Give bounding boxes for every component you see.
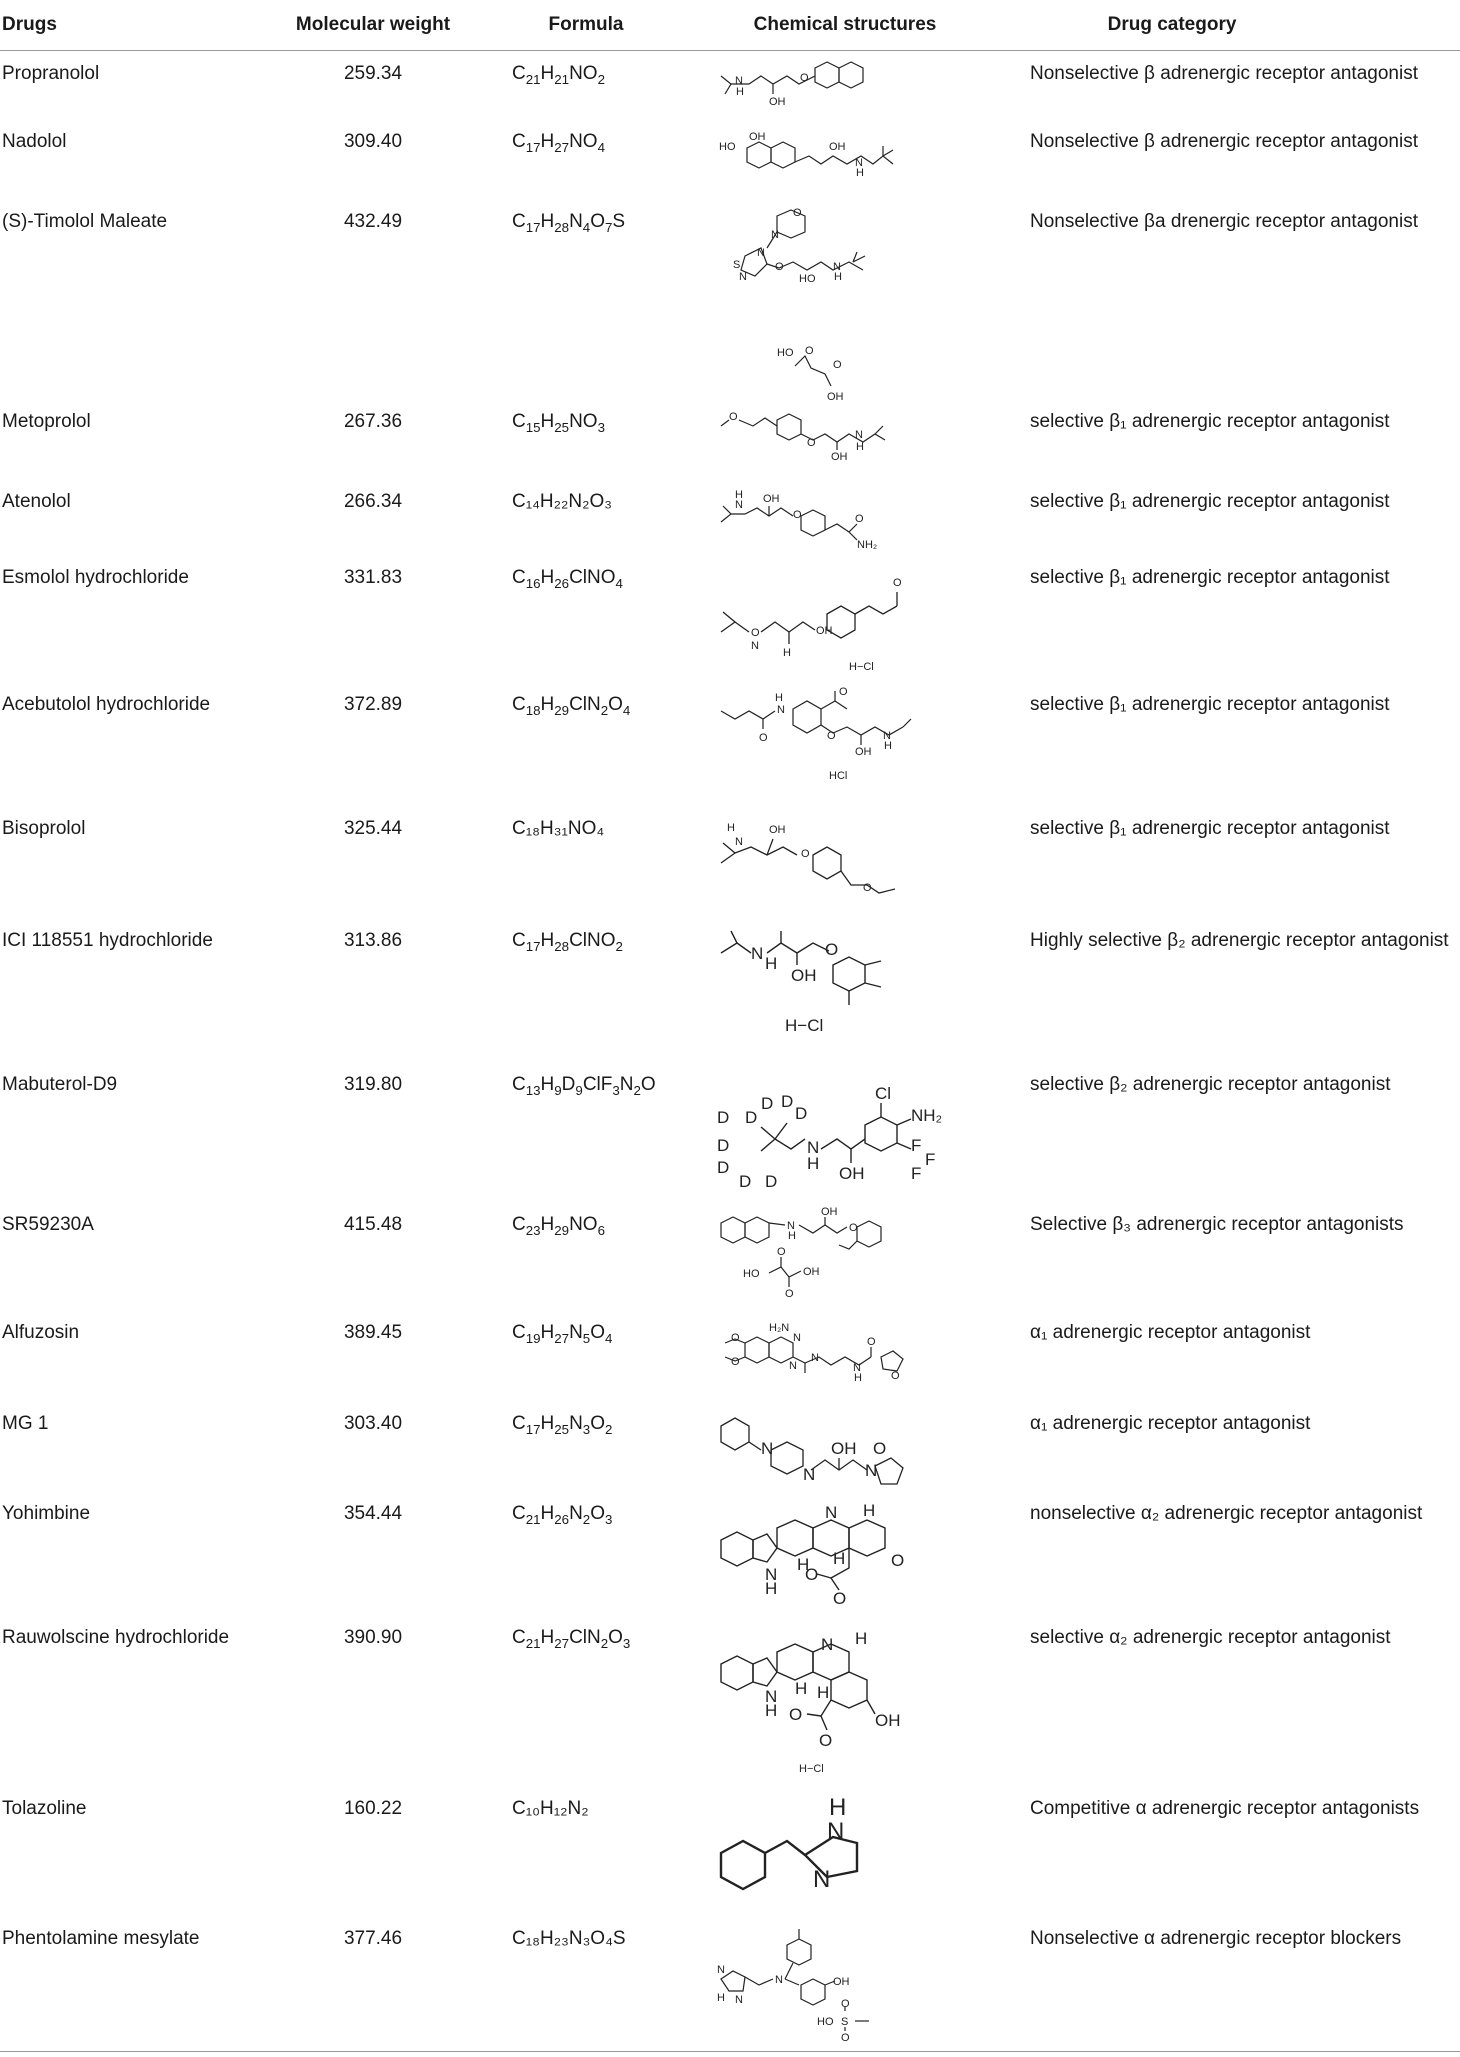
drug-name: Propranolol: [2, 63, 100, 84]
atom-label: O: [855, 513, 864, 525]
atom-label: O: [731, 1356, 740, 1368]
atom-label: N: [761, 1439, 774, 1458]
chemical-structure-timolol: [715, 206, 975, 406]
drug-category: selective β₁ adrenergic receptor antagonist: [1030, 567, 1390, 588]
atom-label: HO: [719, 141, 736, 153]
atom-label: O: [793, 207, 802, 219]
atom-label: H: [817, 1683, 830, 1702]
atom-label: H: [795, 1679, 808, 1698]
drug-category: selective α₂ adrenergic receptor antagonist: [1030, 1627, 1391, 1648]
atom-label: O: [759, 732, 768, 744]
drug-category: Selective β₃ adrenergic receptor antagonists: [1030, 1214, 1404, 1235]
atom-label: H: [884, 740, 892, 752]
atom-label: H: [797, 1555, 810, 1574]
chemical-structure-mg1: [715, 1408, 975, 1498]
formula: C₁₀H₁₂N₂: [512, 1798, 589, 1819]
chemical-structure-metoprolol: [715, 406, 975, 466]
formula: $C_{13}H_9D_9ClF_3N_2O$: [512, 1074, 656, 1098]
atom-label: OH: [875, 1711, 901, 1730]
atom-label: O: [805, 1565, 819, 1584]
atom-label: HO: [817, 2016, 834, 2028]
atom-label: O: [800, 72, 809, 84]
atom-label: O: [793, 509, 802, 521]
formula: C₁₈H₂₃N₃O₄S: [512, 1928, 626, 1949]
atom-label: N: [739, 271, 747, 283]
atom-label: O: [833, 359, 842, 371]
atom-label: OH: [829, 141, 846, 153]
atom-label: D: [739, 1172, 752, 1191]
formula: $C_{21}H_{26}N_2O_3$: [512, 1503, 613, 1527]
atom-label: H: [717, 1992, 725, 2004]
formula: $C_{18}H_{29}ClN_2O_4$: [512, 694, 631, 718]
atom-label: N: [821, 1635, 834, 1654]
chemical-structure-propranolol: [715, 58, 975, 118]
chemical-structure-esmolol: [715, 562, 975, 682]
chemical-structure-sr59230a: [715, 1206, 975, 1300]
formula: $C_{17}H_{28}ClNO_2$: [512, 930, 623, 954]
chemical-structure-atenolol: [715, 486, 975, 556]
atom-label: HCl: [829, 770, 848, 782]
atom-label: OH: [803, 1266, 820, 1278]
atom-label: H: [765, 1579, 778, 1598]
formula: $C_{23}H_{29}NO_6$: [512, 1214, 605, 1238]
atom-label: N: [775, 1974, 783, 1986]
atom-label: N: [765, 1687, 778, 1706]
atom-label: O: [833, 1589, 847, 1608]
formula: $C_{17}H_{27}NO_4$: [512, 131, 605, 155]
atom-label: H: [833, 1549, 846, 1568]
atom-label: H: [765, 1701, 778, 1720]
atom-label: OH: [833, 1976, 850, 1988]
molecular-weight: 432.49: [343, 211, 403, 232]
drug-category: Highly selective β₂ adrenergic receptor antagonist: [1030, 930, 1449, 951]
chemical-structure-rauwolscine: [715, 1622, 975, 1782]
chemical-structure-alfuzosin: [715, 1317, 975, 1397]
atom-label: H₂N: [769, 1322, 790, 1334]
atom-label: O: [839, 686, 848, 698]
atom-label: OH: [769, 96, 786, 108]
header-drug-category: Drug category: [1107, 14, 1237, 35]
atom-label: O: [867, 1336, 876, 1348]
drug-name: Atenolol: [2, 491, 71, 512]
atom-label: N: [865, 1461, 878, 1480]
atom-label: OH: [749, 131, 766, 143]
drug-name: Bisoprolol: [2, 818, 86, 839]
atom-label: H−Cl: [799, 1763, 824, 1775]
header-molecular-weight: Molecular weight: [295, 14, 451, 35]
atom-label: O: [827, 730, 836, 742]
atom-label: N: [789, 1360, 797, 1372]
atom-label: H: [856, 441, 864, 453]
atom-label: N: [811, 1352, 819, 1364]
atom-label: NH₂: [911, 1106, 943, 1125]
atom-label: D: [717, 1108, 730, 1127]
atom-label: H−Cl: [785, 1016, 824, 1035]
atom-label: H: [736, 86, 744, 98]
formula: $C_{21}H_{21}NO_2$: [512, 63, 605, 87]
atom-label: H: [807, 1154, 820, 1173]
drug-name: MG 1: [2, 1413, 49, 1434]
molecular-weight: 266.34: [343, 491, 403, 512]
drug-name: Tolazoline: [2, 1798, 87, 1819]
atom-label: H−Cl: [849, 661, 874, 673]
atom-label: H: [834, 271, 842, 283]
atom-label: H: [856, 167, 864, 179]
chemical-structure-bisoprolol: [715, 813, 975, 913]
molecular-weight: 372.89: [343, 694, 403, 715]
atom-label: N: [771, 229, 779, 241]
molecular-weight: 160.22: [343, 1798, 403, 1819]
atom-label: N: [765, 1565, 778, 1584]
formula: C₁₄H₂₂N₂O₃: [512, 491, 612, 512]
atom-label: O: [751, 627, 760, 639]
molecular-weight: 331.83: [343, 567, 403, 588]
formula: $C_{17}H_{28}N_4O_7S$: [512, 211, 626, 235]
atom-label: D: [795, 1104, 808, 1123]
atom-label: N: [807, 1138, 820, 1157]
chemical-structure-ici-118551: [715, 925, 975, 1045]
table-bottom-rule: [0, 2051, 1460, 2052]
atom-label: D: [717, 1158, 730, 1177]
atom-label: F: [925, 1150, 936, 1169]
atom-label: D: [717, 1136, 730, 1155]
drug-category: Nonselective β adrenergic receptor antagonist: [1030, 131, 1418, 152]
drug-name: Phentolamine mesylate: [2, 1928, 200, 1949]
atom-label: H: [829, 1794, 847, 1821]
drug-name: Acebutolol hydrochloride: [2, 694, 211, 715]
drug-category: Nonselective βa drenergic receptor antagonist: [1030, 211, 1418, 232]
atom-label: O: [891, 1551, 905, 1570]
atom-label: N: [735, 1994, 743, 2006]
atom-label: D: [761, 1094, 774, 1113]
atom-label: O: [841, 1998, 850, 2010]
molecular-weight: 377.46: [343, 1928, 403, 1949]
atom-label: H: [788, 1230, 796, 1242]
atom-label: O: [841, 2032, 850, 2044]
drug-category: selective β₁ adrenergic receptor antagonist: [1030, 491, 1390, 512]
header-chemical-structures: Chemical structures: [753, 14, 937, 35]
atom-label: O: [891, 1370, 900, 1382]
atom-label: N: [787, 1220, 795, 1232]
atom-label: OH: [791, 966, 817, 985]
atom-label: N: [883, 730, 891, 742]
atom-label: N: [777, 704, 785, 716]
molecular-weight: 415.48: [343, 1214, 403, 1235]
formula: $C_{15}H_{25}NO_3$: [512, 411, 605, 435]
molecular-weight: 313.86: [343, 930, 403, 951]
atom-label: F: [911, 1164, 922, 1183]
atom-label: N: [833, 261, 841, 273]
drug-name: Yohimbine: [2, 1503, 91, 1524]
atom-label: D: [781, 1092, 794, 1111]
molecular-weight: 309.40: [343, 131, 403, 152]
atom-label: O: [729, 411, 738, 423]
atom-label: OH: [831, 451, 848, 463]
chemical-structure-phentolamine: [715, 1923, 975, 2044]
atom-label: O: [785, 1288, 794, 1300]
header-formula: Formula: [548, 14, 624, 35]
atom-label: O: [807, 437, 816, 449]
molecular-weight: 390.90: [343, 1627, 403, 1648]
atom-label: O: [777, 1246, 786, 1258]
atom-label: O: [863, 882, 872, 894]
atom-label: N: [855, 429, 863, 441]
atom-label: HO: [743, 1268, 760, 1280]
atom-label: H: [727, 822, 735, 834]
atom-label: N: [735, 836, 743, 848]
drug-category: selective β₁ adrenergic receptor antagonist: [1030, 818, 1390, 839]
molecular-weight: 389.45: [343, 1322, 403, 1343]
atom-label: H: [863, 1501, 876, 1520]
formula: $C_{21}H_{27}ClN_2O_3$: [512, 1627, 631, 1651]
drug-name: Alfuzosin: [2, 1322, 80, 1343]
drug-category: α₁ adrenergic receptor antagonist: [1030, 1413, 1311, 1434]
atom-label: HO: [777, 347, 794, 359]
drug-category: selective β₂ adrenergic receptor antagonist: [1030, 1074, 1391, 1095]
atom-label: OH: [769, 824, 786, 836]
atom-label: N: [827, 1818, 845, 1845]
drug-name: ICI 118551 hydrochloride: [2, 930, 213, 951]
drug-category: α₁ adrenergic receptor antagonist: [1030, 1322, 1311, 1343]
atom-label: S: [733, 259, 741, 271]
header-drugs: Drugs: [2, 14, 57, 35]
atom-label: D: [745, 1108, 758, 1127]
atom-label: N: [757, 247, 765, 259]
atom-label: O: [789, 1705, 803, 1724]
atom-label: O: [873, 1439, 887, 1458]
atom-label: O: [775, 261, 784, 273]
chemical-structure-mabuterol-d9: [715, 1069, 975, 1199]
atom-label: O: [731, 1332, 740, 1344]
drug-name: (S)-Timolol Maleate: [2, 211, 168, 232]
atom-label: HO: [799, 273, 816, 285]
atom-label: N: [735, 499, 743, 511]
atom-label: OH: [816, 625, 833, 637]
atom-label: O: [819, 1731, 833, 1750]
atom-label: OH: [821, 1206, 838, 1218]
atom-label: N: [825, 1503, 838, 1522]
chemical-structure-tolazoline: [715, 1793, 975, 1903]
chemical-structure-yohimbine: [715, 1498, 975, 1628]
molecular-weight: 303.40: [343, 1413, 403, 1434]
atom-label: OH: [827, 391, 844, 403]
atom-label: N: [803, 1465, 816, 1484]
atom-label: N: [717, 1964, 725, 1976]
atom-label: N: [813, 1866, 831, 1893]
drug-category: Nonselective β adrenergic receptor antagonist: [1030, 63, 1418, 84]
drug-name: Rauwolscine hydrochloride: [2, 1627, 230, 1648]
chemical-structure-nadolol: [715, 126, 975, 198]
atom-label: OH: [763, 493, 780, 505]
molecular-weight: 267.36: [343, 411, 403, 432]
atom-label: N: [751, 640, 759, 652]
atom-label: O: [893, 577, 902, 589]
formula: $C_{17}H_{25}N_3O_2$: [512, 1413, 613, 1437]
atom-label: NH₂: [857, 539, 878, 551]
atom-label: D: [765, 1172, 778, 1191]
drug-category: Competitive α adrenergic receptor antagonists: [1030, 1798, 1420, 1819]
atom-label: O: [825, 940, 839, 959]
drug-name: Mabuterol-D9: [2, 1074, 118, 1095]
atom-label: H: [855, 1629, 868, 1648]
chemical-structure-acebutolol: [715, 686, 975, 799]
formula: $C_{16}H_{26}ClNO_4$: [512, 567, 623, 591]
atom-label: OH: [839, 1164, 865, 1183]
formula: $C_{19}H_{27}N_5O_4$: [512, 1322, 613, 1346]
atom-label: Cl: [875, 1084, 892, 1103]
molecular-weight: 325.44: [343, 818, 403, 839]
atom-label: F: [911, 1136, 922, 1155]
drug-name: Metoprolol: [2, 411, 91, 432]
atom-label: H: [735, 489, 743, 501]
atom-label: N: [855, 157, 863, 169]
drug-category: nonselective α₂ adrenergic receptor antagonist: [1030, 1503, 1423, 1524]
atom-label: OH: [831, 1439, 857, 1458]
molecular-weight: 259.34: [343, 63, 403, 84]
atom-label: O: [805, 345, 814, 357]
atom-label: OH: [855, 746, 872, 758]
atom-label: H: [783, 647, 791, 659]
atom-label: O: [801, 848, 810, 860]
molecular-weight: 354.44: [343, 1503, 403, 1524]
drug-category: selective β₁ adrenergic receptor antagonist: [1030, 411, 1390, 432]
molecular-weight: 319.80: [343, 1074, 403, 1095]
atom-label: O: [849, 1222, 858, 1234]
drug-name: Nadolol: [2, 131, 67, 152]
formula: C₁₈H₃₁NO₄: [512, 818, 605, 839]
drug-category: Nonselective α adrenergic receptor blockers: [1030, 1928, 1402, 1949]
atom-label: H: [854, 1372, 862, 1384]
atom-label: N: [793, 1332, 801, 1344]
drug-name: Esmolol hydrochloride: [2, 567, 189, 588]
drug-category: selective β₁ adrenergic receptor antagonist: [1030, 694, 1390, 715]
atom-label: S: [841, 2016, 849, 2028]
atom-label: N: [751, 944, 764, 963]
drug-name: SR59230A: [2, 1214, 94, 1235]
atom-label: N: [735, 75, 743, 87]
atom-label: H: [775, 692, 783, 704]
atom-label: N: [853, 1362, 861, 1374]
table-header: [0, 0, 1460, 51]
atom-label: H: [765, 954, 778, 973]
